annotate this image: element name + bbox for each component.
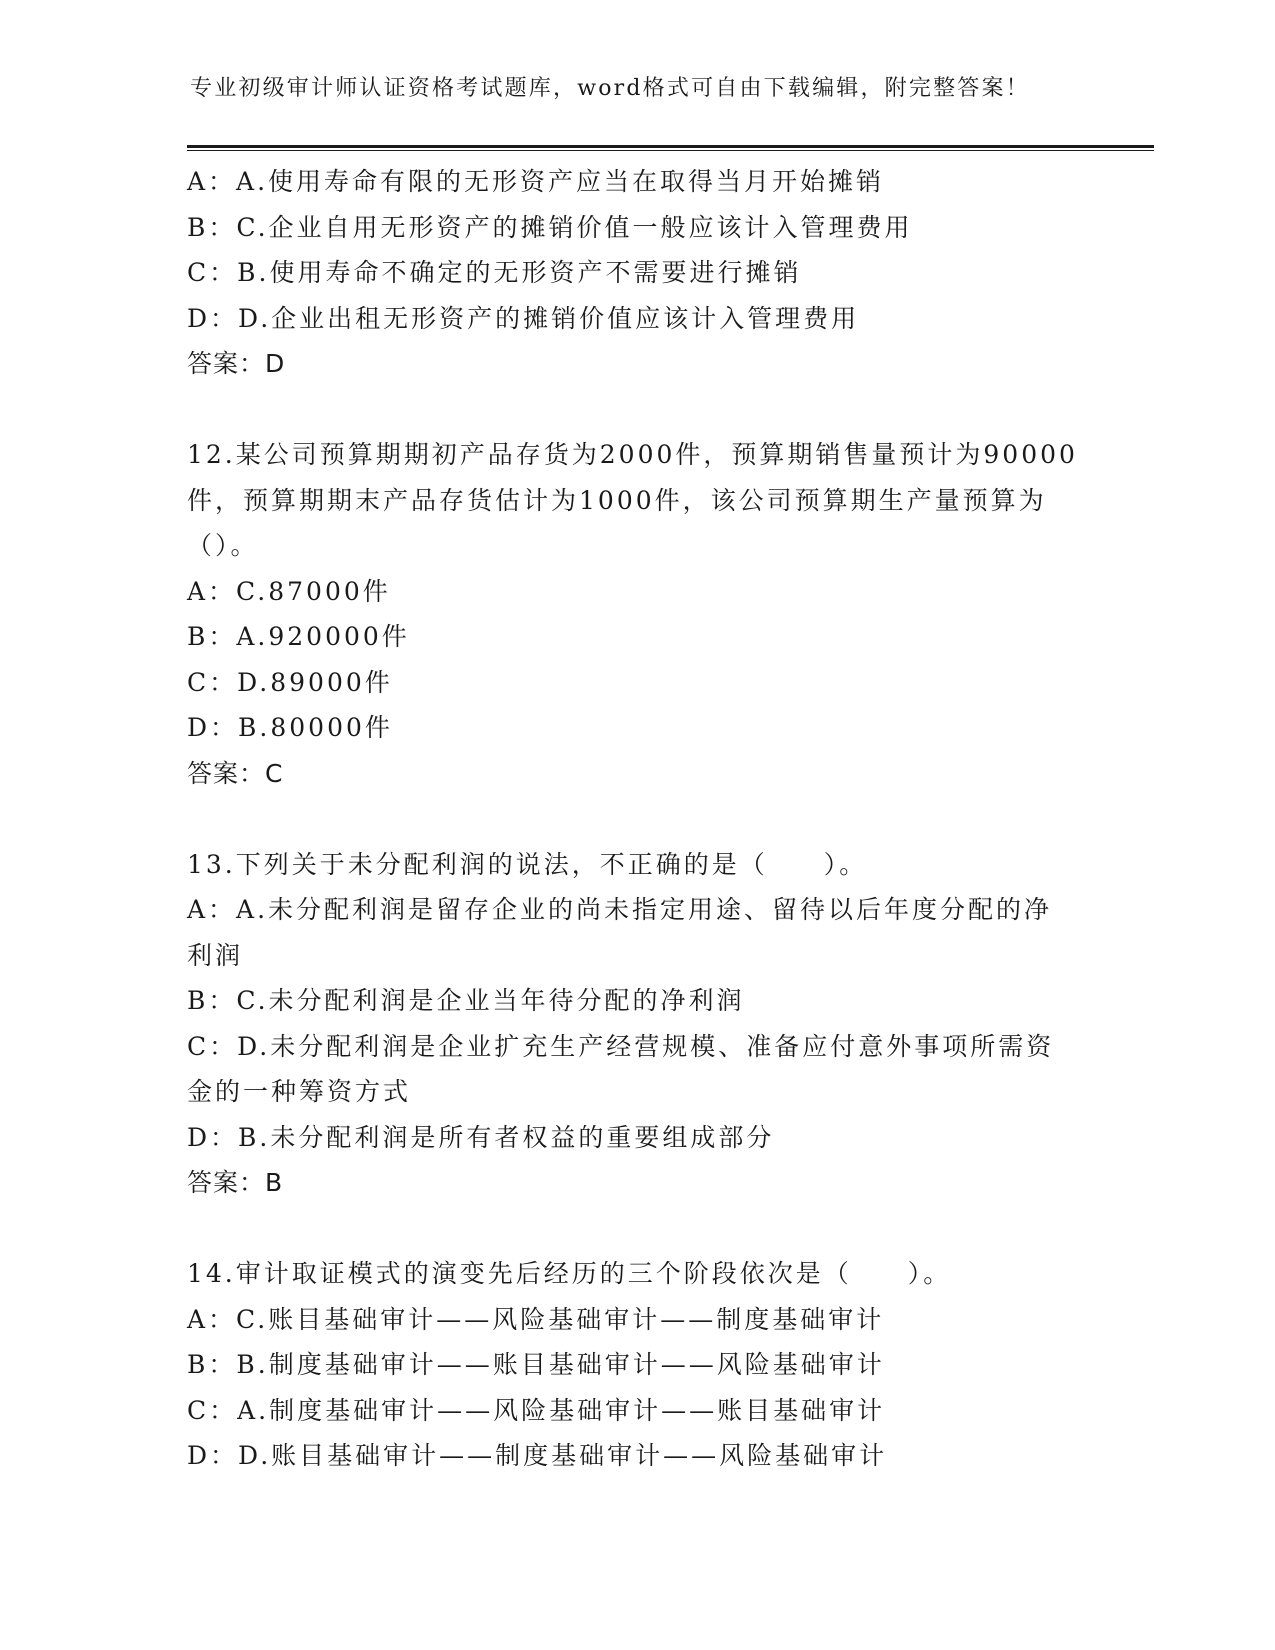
option-b: B：C.未分配利润是企业当年待分配的净利润 <box>187 986 745 1015</box>
spacer <box>187 1206 1087 1252</box>
option-d: D：B.80000件 <box>187 713 393 742</box>
option-a: A：C.账目基础审计——风险基础审计——制度基础审计 <box>187 1304 885 1334</box>
option-c-continued: 金的一种筹资方式 <box>187 1077 412 1106</box>
option-d: D：B.未分配利润是所有者权益的重要组成部分 <box>187 1122 775 1152</box>
question-13 <box>187 842 1087 1206</box>
option-b: B：C.企业自用无形资产的摊销价值一般应该计入管理费用 <box>187 212 913 242</box>
spacer <box>187 796 1087 842</box>
answer-line: 答案：B <box>187 1168 284 1197</box>
option-a: A：A.未分配利润是留存企业的尚未指定用途、留待以后年度分配的净 <box>187 895 1053 924</box>
option-b: B：B.制度基础审计——账目基础审计——风险基础审计 <box>187 1350 885 1379</box>
question-12 <box>187 432 1087 796</box>
header-divider-thick <box>187 145 1154 148</box>
question-stem-line: （）。 <box>187 531 259 560</box>
header-divider-thin <box>187 150 1154 151</box>
question-stem-line: 件，预算期期末产品存货估计为1000件，该公司预算期生产量预算为 <box>187 485 1047 515</box>
option-d: D：D.企业出租无形资产的摊销价值应该计入管理费用 <box>187 303 860 333</box>
page-header: 专业初级审计师认证资格考试题库，word格式可自由下载编辑，附完整答案！ <box>190 76 1030 101</box>
option-c: C：A.制度基础审计——风险基础审计——账目基础审计 <box>187 1395 886 1425</box>
option-d: D：D.账目基础审计——制度基础审计——风险基础审计 <box>187 1441 888 1470</box>
answer-line: 答案：D <box>187 349 286 378</box>
option-a-continued: 利润 <box>187 940 244 970</box>
question-14 <box>187 1251 1087 1479</box>
question-11-options <box>187 159 1087 387</box>
option-a: A：C.87000件 <box>187 576 391 606</box>
question-content <box>187 159 1087 1479</box>
option-b: B：A.920000件 <box>187 622 410 651</box>
option-c: C：D.89000件 <box>187 667 393 697</box>
option-a: A：A.使用寿命有限的无形资产应当在取得当月开始摊销 <box>187 167 885 196</box>
question-stem: 14.审计取证模式的演变先后经历的三个阶段依次是（ ）。 <box>187 1259 952 1288</box>
question-stem: 13.下列关于未分配利润的说法，不正确的是（ ）。 <box>187 849 868 879</box>
option-c: C：B.使用寿命不确定的无形资产不需要进行摊销 <box>187 258 802 287</box>
spacer <box>187 387 1087 433</box>
question-stem-line: 12.某公司预算期期初产品存货为2000件，预算期销售量预计为90000 <box>187 440 1078 469</box>
option-c: C：D.未分配利润是企业扩充生产经营规模、准备应付意外事项所需资 <box>187 1031 1055 1061</box>
answer-line: 答案：C <box>187 758 284 788</box>
